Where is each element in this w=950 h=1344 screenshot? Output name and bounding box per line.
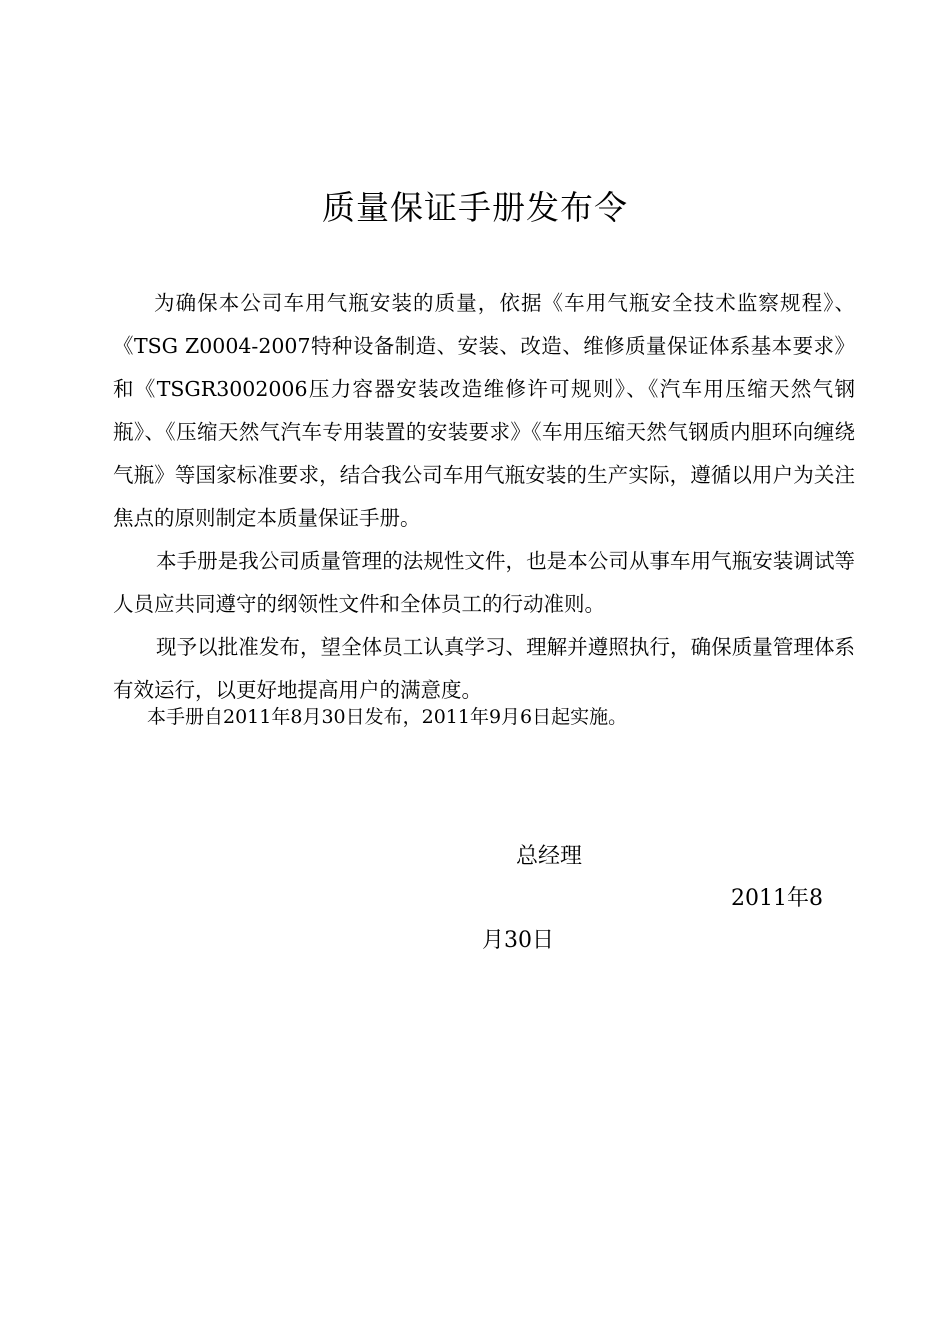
- paragraph-basis: 为确保本公司车用气瓶安装的质量，依据《车用气瓶安全技术监察规程》、《TSG Z0004-2007特种设备制造、安装、改造、维修质量保证体系基本要求》和《TSGR3002006压力容器安装改造维修许可规则》、《汽车用压缩天然气钢瓶》、《压缩天然气汽车专用装置的安装要求》《车用压缩天然气钢质内胆环向缠绕气瓶》等国家标准要求，结合我公司车用气瓶安装的生产实际，遵循以用户为关注焦点的原则制定本质量保证手册。: [113, 291, 855, 530]
- document-body: [113, 282, 855, 712]
- signature-date-part2: 月30日: [482, 928, 554, 953]
- release-note: 本手册自2011年8月30日发布，2011年9月6日起实施。: [147, 706, 628, 728]
- signature-date-part1: 2011年8: [731, 886, 823, 911]
- paragraph-approval: 现予以批准发布，望全体员工认真学习、理解并遵照执行，确保质量管理体系有效运行，以更好地提高用户的满意度。: [113, 635, 855, 702]
- document-title: 质量保证手册发布令: [322, 188, 628, 227]
- paragraph-manual-nature: 本手册是我公司质量管理的法规性文件，也是本公司从事车用气瓶安装调试等人员应共同遵守的纲领性文件和全体员工的行动准则。: [113, 549, 855, 616]
- signer-title: 总经理: [516, 844, 583, 869]
